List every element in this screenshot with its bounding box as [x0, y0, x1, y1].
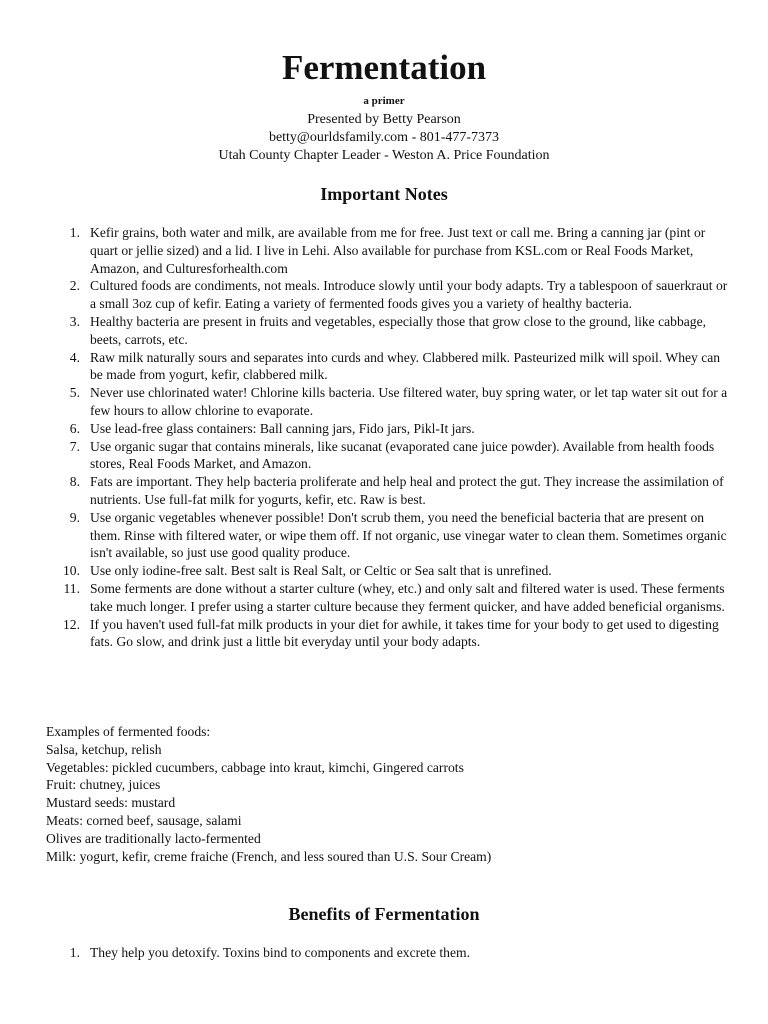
- list-item-text: Cultured foods are condiments, not meals. Introduce slowly until your body adapts. Try a tablespoon of sauerkraut or a small 3oz cup of kefir. Eating a variety of fermented foods gives you a variety of healthy bacteria.: [90, 278, 728, 312]
- list-item-text: Healthy bacteria are present in fruits and vegetables, especially those that grow close to the ground, like cabbage, beets, carrots, etc.: [90, 313, 707, 347]
- list-item: [0, 277, 730, 313]
- list-item: [0, 420, 730, 438]
- list-item-text: Use only iodine-free salt. Best salt is Real Salt, or Celtic or Sea salt that is unrefined.: [90, 563, 552, 579]
- list-item-text: Raw milk naturally sours and separates into curds and whey. Clabbered milk. Pasteurized milk will spoil. Whey can be made from yogurt, kefir, clabbered milk.: [90, 349, 721, 383]
- document-meta: [0, 111, 768, 165]
- list-item-text: Some ferments are done without a starter culture (whey, etc.) and only salt and filtered water is used. These ferments take much longer. I prefer using a starter culture because they ferment quicker, and have added beneficial organisms.: [90, 580, 725, 614]
- list-item-number: 7.: [69, 438, 80, 454]
- list-item: [0, 224, 730, 277]
- list-item-text: If you haven't used full-fat milk products in your diet for awhile, it takes time for your body to get used to digesting fats. Go slow, and drink just a little bit everyday until your body adapts.: [90, 616, 719, 650]
- list-item: [0, 562, 730, 580]
- list-item: [0, 438, 730, 474]
- document-title: Fermentation: [281, 48, 487, 87]
- list-item-text: Kefir grains, both water and milk, are available from me for free. Just text or call me. Bring a canning jar (pint or quart or jellie sized) and a lid. I live in Lehi. Also available for purchase from KSL.com or Real Foods Market, Amazon, and Culturesforhealth.com: [90, 225, 706, 276]
- list-item-text: Never use chlorinated water! Chlorine kills bacteria. Use filtered water, buy spring water, or let tap water sit out for a few hours to allow chlorine to evaporate.: [90, 385, 728, 418]
- list-item: [0, 944, 730, 962]
- list-item-number: 10.: [63, 563, 80, 579]
- important-notes-list: [0, 224, 730, 651]
- contact-line: betty@ourldsfamily.com - 801-477-7373: [268, 130, 500, 145]
- list-item: [0, 384, 730, 420]
- example-line: Salsa, ketchup, relish: [46, 741, 162, 757]
- list-item-number: 3.: [69, 313, 80, 329]
- list-item-text: Use organic sugar that contains minerals, like sucanat (evaporated cane juice powder). Available from health foods stores, Real Foods Market, and Amazon.: [90, 438, 715, 472]
- list-item-text: Use organic vegetables whenever possible! Don't scrub them, you need the beneficial bacteria that are present on them. Rinse with filtered water, or wipe them off. If not organic, use vinegar water to clean them. Sometimes organic isn't available, so just use good quality produce.: [90, 509, 727, 561]
- document-subtitle: a primer: [363, 95, 405, 107]
- list-item: [0, 349, 730, 385]
- presenter-line: Presented by Betty Pearson: [307, 112, 461, 127]
- list-item-number: 6.: [69, 420, 80, 436]
- list-item: [0, 580, 730, 616]
- list-item: [0, 616, 730, 652]
- fermented-food-examples: [46, 723, 746, 865]
- list-item-number: 8.: [69, 474, 80, 490]
- benefits-list: [0, 944, 730, 962]
- list-item-text: Use lead-free glass containers: Ball canning jars, Fido jars, Pikl-It jars.: [90, 420, 475, 436]
- list-item-text: They help you detoxify. Toxins bind to components and excrete them.: [90, 945, 470, 960]
- list-item-number: 11.: [63, 580, 80, 596]
- affiliation-line: Utah County Chapter Leader - Weston A. Price Foundation: [218, 148, 550, 163]
- list-item: [0, 473, 730, 509]
- example-line: Meats: corned beef, sausage, salami: [46, 812, 242, 828]
- list-item-number: 12.: [63, 616, 80, 632]
- list-item-number: 5.: [69, 385, 80, 401]
- examples-intro: Examples of fermented foods:: [46, 724, 211, 739]
- benefits-heading: Benefits of Fermentation: [288, 904, 480, 924]
- example-line: Fruit: chutney, juices: [46, 777, 161, 793]
- list-item-number: 9.: [69, 509, 80, 525]
- example-line: Milk: yogurt, kefir, creme fraiche (French, and less soured than U.S. Sour Cream): [46, 848, 492, 864]
- list-item-number: 4.: [69, 349, 80, 365]
- example-line: Mustard seeds: mustard: [46, 795, 176, 811]
- list-item: [0, 509, 730, 562]
- list-item: [0, 313, 730, 349]
- list-item-number: 2.: [69, 278, 80, 294]
- list-item-number: 1.: [69, 225, 80, 240]
- list-item-number: 1.: [69, 945, 80, 960]
- example-line: Olives are traditionally lacto-fermented: [46, 830, 261, 846]
- example-line: Vegetables: pickled cucumbers, cabbage into kraut, kimchi, Gingered carrots: [46, 759, 464, 775]
- list-item-text: Fats are important. They help bacteria proliferate and help heal and protect the gut. They increase the assimilation of nutrients. Use full-fat milk for yogurts, kefir, etc. Raw is best.: [90, 474, 724, 507]
- important-notes-heading: Important Notes: [320, 184, 448, 204]
